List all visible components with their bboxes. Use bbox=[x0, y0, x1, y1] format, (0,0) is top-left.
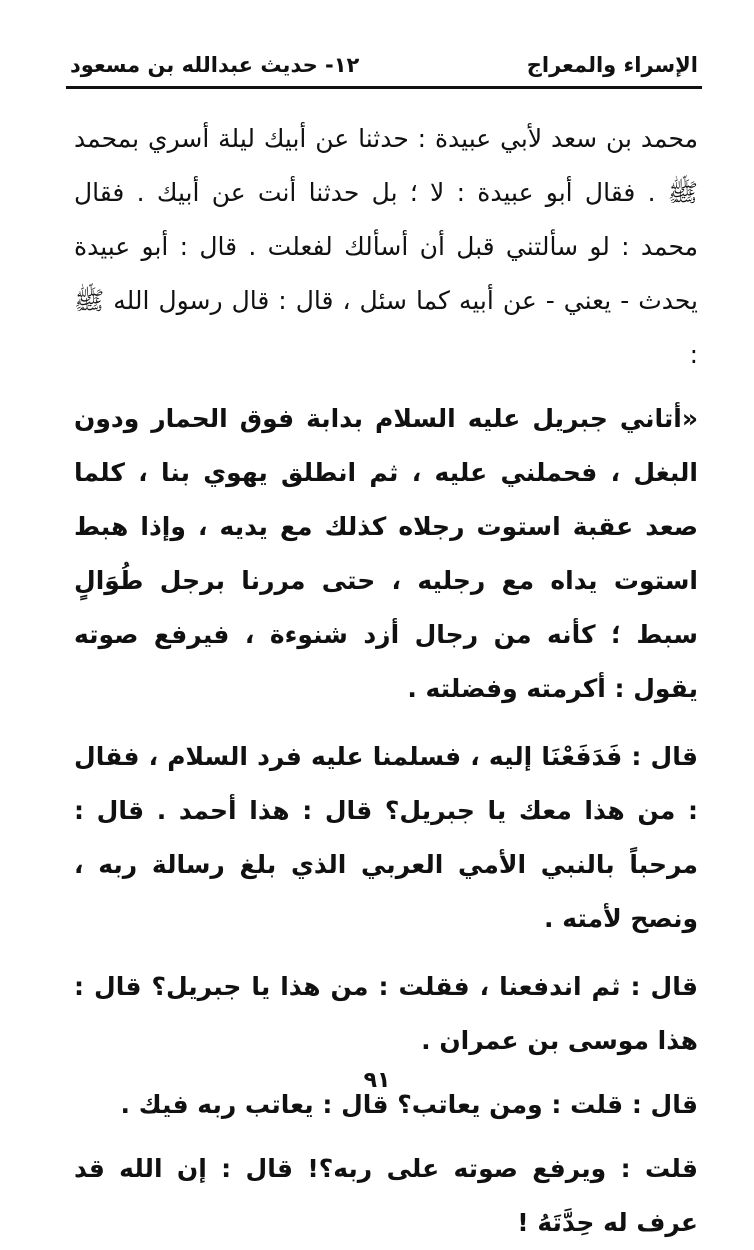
paragraph-hadith-start: «أتاني جبريل عليه السلام بدابة فوق الحمار ودون البغل ، فحملني عليه ، ثم انطلق يهوي بنا ، كلما صعد عقبة استوت رجلاه كذلك مع يديه ، وإذا هبط استوت يداه مع رجليه ، حتى مررنا برجل طُوَالٍ سبط ؛ كأنه من رجال أزد شنوءة ، فيرفع صوته يقول : أكرمته وفضلته . bbox=[74, 404, 698, 703]
header-rule bbox=[66, 86, 702, 89]
page-number: ٩١ bbox=[363, 1068, 391, 1093]
book-title: الإسراء والمعراج bbox=[526, 53, 698, 77]
running-header bbox=[70, 36, 698, 76]
paragraph-question: قال : قلت : ومن يعاتب؟ قال : يعاتب ربه فيك . bbox=[120, 1090, 698, 1119]
paragraph-greeting: قال : فَدَفَعْنَا إليه ، فسلمنا عليه فرد السلام ، فقال : من هذا معك يا جبريل؟ قال : هذا أحمد . قال : مرحباً بالنبي الأمي العربي الذي بلغ رسالة ربه ، ونصح لأمته . bbox=[74, 742, 698, 933]
paragraph-answer: قلت : ويرفع صوته على ربه؟! قال : إن الله قد عرف له حِدَّتَهُ ! bbox=[74, 1154, 698, 1237]
paragraph-intro: محمد بن سعد لأبي عبيدة : حدثنا عن أبيك ليلة أسري بمحمد ﷺ . فقال أبو عبيدة : لا ؛ بل حدثنا أنت عن أبيك . فقال محمد : لو سألتني قبل أن أسألك لفعلت . قال : أبو عبيدة يحدث - يعني - عن أبيه كما سئل ، قال : قال رسول الله ﷺ : bbox=[74, 124, 698, 369]
paragraph-musa: قال : ثم اندفعنا ، فقلت : من هذا يا جبريل؟ قال : هذا موسى بن عمران . bbox=[74, 972, 698, 1055]
chapter-title: ١٢- حديث عبدالله بن مسعود bbox=[70, 53, 360, 77]
